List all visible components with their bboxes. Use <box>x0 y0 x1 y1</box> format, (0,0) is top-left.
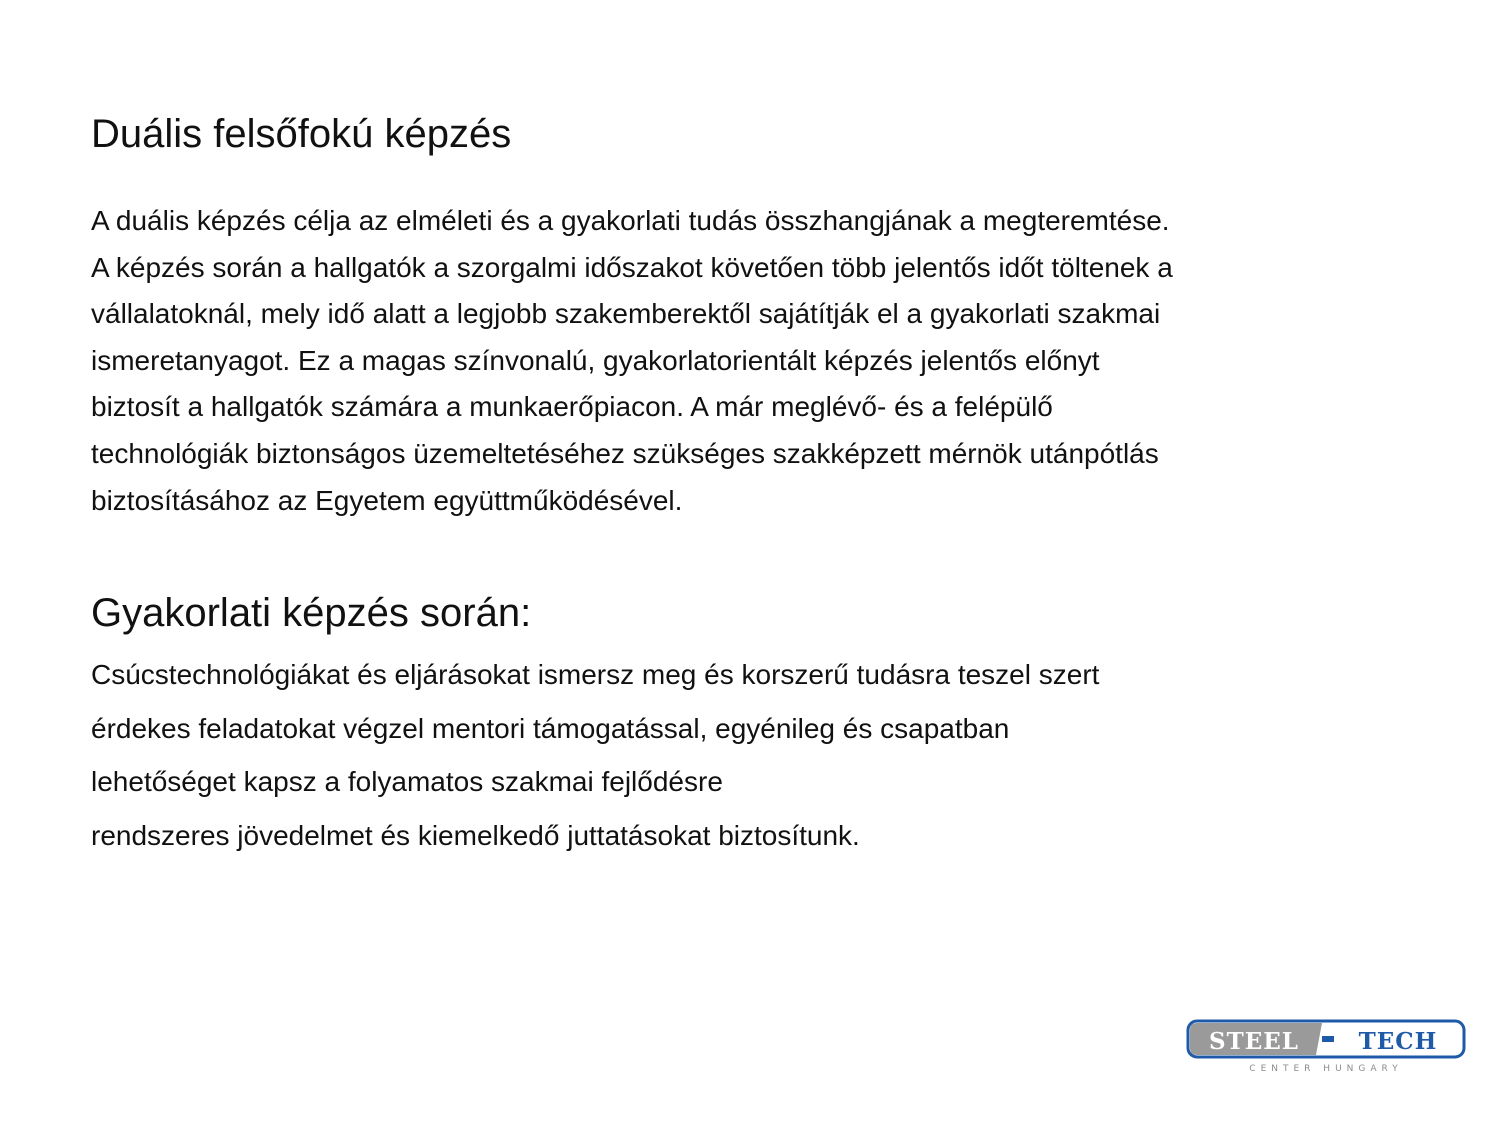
paragraph-line: A duális képzés célja az elméleti és a gyakorlati tudás összhangjának a megteremtése. <box>91 205 1170 236</box>
benefit-list <box>91 650 1099 864</box>
slide-title: Duális felsőfokú képzés <box>91 112 512 156</box>
list-item: lehetőséget kapsz a folyamatos szakmai fejlődésre <box>91 766 723 797</box>
logo-word-left: STEEL <box>1209 1028 1299 1055</box>
logo-hyphen <box>1322 1036 1334 1042</box>
paragraph-line: ismeretanyagot. Ez a magas színvonalú, gyakorlatorientált képzés jelentős előnyt <box>91 344 1100 376</box>
list-item: érdekes feladatokat végzel mentori támogatással, egyénileg és csapatban <box>91 712 1010 744</box>
paragraph-line: A képzés során a hallgatók a szorgalmi időszakot követően több jelentős időt töltenek a <box>91 251 1173 283</box>
section-subtitle: Gyakorlati képzés során: <box>91 591 532 635</box>
intro-paragraph <box>91 198 1431 524</box>
steel-tech-logo <box>1186 1019 1466 1075</box>
paragraph-line: biztosításához az Egyetem együttműködésével. <box>91 484 683 516</box>
paragraph-line: technológiák biztonságos üzemeltetéséhez szükséges szakképzett mérnök utánpótlás <box>91 437 1159 469</box>
logo-tagline: CENTER HUNGARY <box>1249 1064 1403 1074</box>
list-item: rendszeres jövedelmet és kiemelkedő juttatásokat biztosítunk. <box>91 819 860 851</box>
list-item: Csúcstechnológiákat és eljárásokat ismersz meg és korszerű tudásra teszel szert <box>91 659 1100 690</box>
logo-word-right: TECH <box>1358 1028 1438 1055</box>
paragraph-line: biztosít a hallgatók számára a munkaerőpiacon. A már meglévő- és a felépülő <box>91 391 1053 423</box>
paragraph-line: vállalatoknál, mely idő alatt a legjobb szakemberektől sajátítják el a gyakorlati szakmai <box>91 298 1161 330</box>
